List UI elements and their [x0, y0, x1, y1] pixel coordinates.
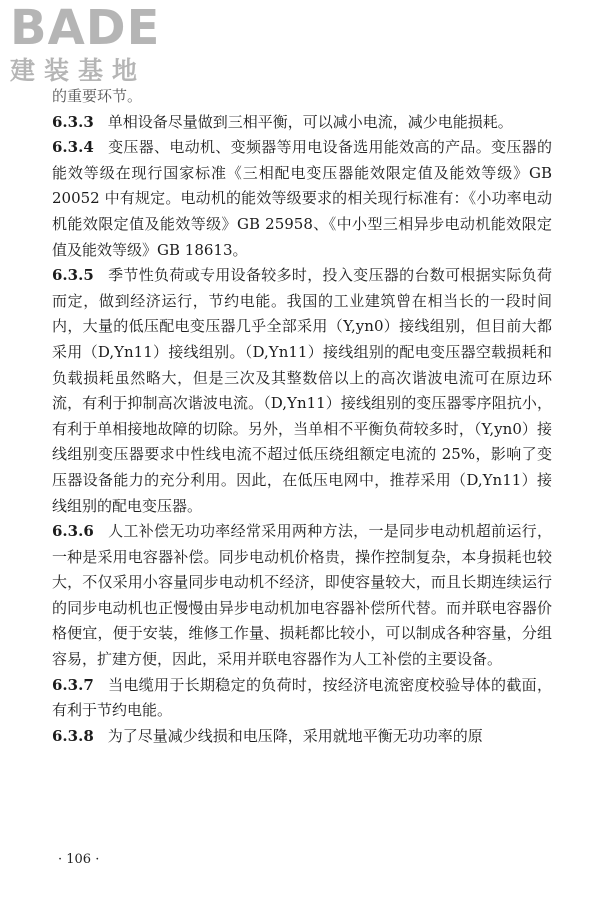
section-number: 6.3.8 — [52, 726, 94, 745]
page-number: · 106 · — [58, 852, 100, 867]
watermark-logo — [10, 0, 185, 92]
section-number: 6.3.4 — [52, 138, 94, 157]
paragraph-text: 变压器、电动机、变频器等用电设备选用能效高的产品。变压器的能效等级在现行国家标准《三相配电变压器能效限定值及能效等级》GB 20052 中有规定。电动机的能效等级要求的相关现行标准有：《小功率电动机能效限定值及能效等级》GB 25958、《中小型三相异步电动机能效限定值及能效等级》GB 18613。 — [52, 138, 552, 259]
watermark-brand: BADE — [10, 0, 161, 56]
section-number: 6.3.5 — [52, 266, 94, 285]
paragraph-text: 为了尽量减少线损和电压降，采用就地平衡无功功率的原 — [107, 726, 483, 745]
section-number: 6.3.6 — [52, 522, 94, 541]
paragraph-text: 的重要环节。 — [52, 87, 143, 105]
section-6-3-4 — [52, 135, 552, 263]
section-6-3-5 — [52, 263, 552, 519]
section-number: 6.3.7 — [52, 675, 94, 694]
section-6-3-3 — [52, 110, 552, 136]
watermark-subtitle: 建装基地 — [10, 56, 147, 85]
paragraph-text: 季节性负荷或专用设备较多时，投入变压器的台数可根据实际负荷而定，做到经济运行，节约电能。我国的工业建筑曾在相当长的一段时间内，大量的低压配电变压器几乎全部采用（Y,yn0）接线组别，但目前大都采用（D,Yn11）接线组别。（D,Yn11）接线组别的配电变压器空载损耗和负载损耗虽然略大，但是三次及其整数倍以上的高次谐波电流可在原边环流，有利于抑制高次谐波电流。（D,Yn11）接线组别的变压器零序阻抗小，有利于单相接地故障的切除。另外，当单相不平衡负荷较多时，（Y,yn0）接线组别变压器要求中性线电流不超过低压绕组额定电流的 25%，影响了变压器设备能力的充分利用。因此，在低压电网中，推荐采用（D,Yn11）接线组别的配电变压器。 — [52, 266, 552, 515]
paragraph-text: 当电缆用于长期稳定的负荷时，按经济电流密度校验导体的截面，有利于节约电能。 — [52, 675, 552, 720]
document-body — [52, 84, 552, 749]
paragraph-text: 人工补偿无功功率经常采用两种方法，一是同步电动机超前运行，一种是采用电容器补偿。同步电动机价格贵，操作控制复杂，本身损耗也较大，不仅采用小容量同步电动机不经济，即使容量较大，而且长期连续运行的同步电动机也正慢慢由异步电动机加电容器补偿所代替。而并联电容器价格便宜，便于安装，维修工作量、损耗都比较小，可以制成各种容量，分组容易，扩建方便，因此，采用并联电容器作为人工补偿的主要设备。 — [52, 522, 552, 669]
section-number: 6.3.3 — [52, 112, 94, 131]
section-6-3-8 — [52, 724, 552, 750]
paragraph-text: 单相设备尽量做到三相平衡，可以减小电流，减少电能损耗。 — [107, 112, 513, 131]
section-6-3-7 — [52, 673, 552, 724]
section-6-3-6 — [52, 519, 552, 673]
